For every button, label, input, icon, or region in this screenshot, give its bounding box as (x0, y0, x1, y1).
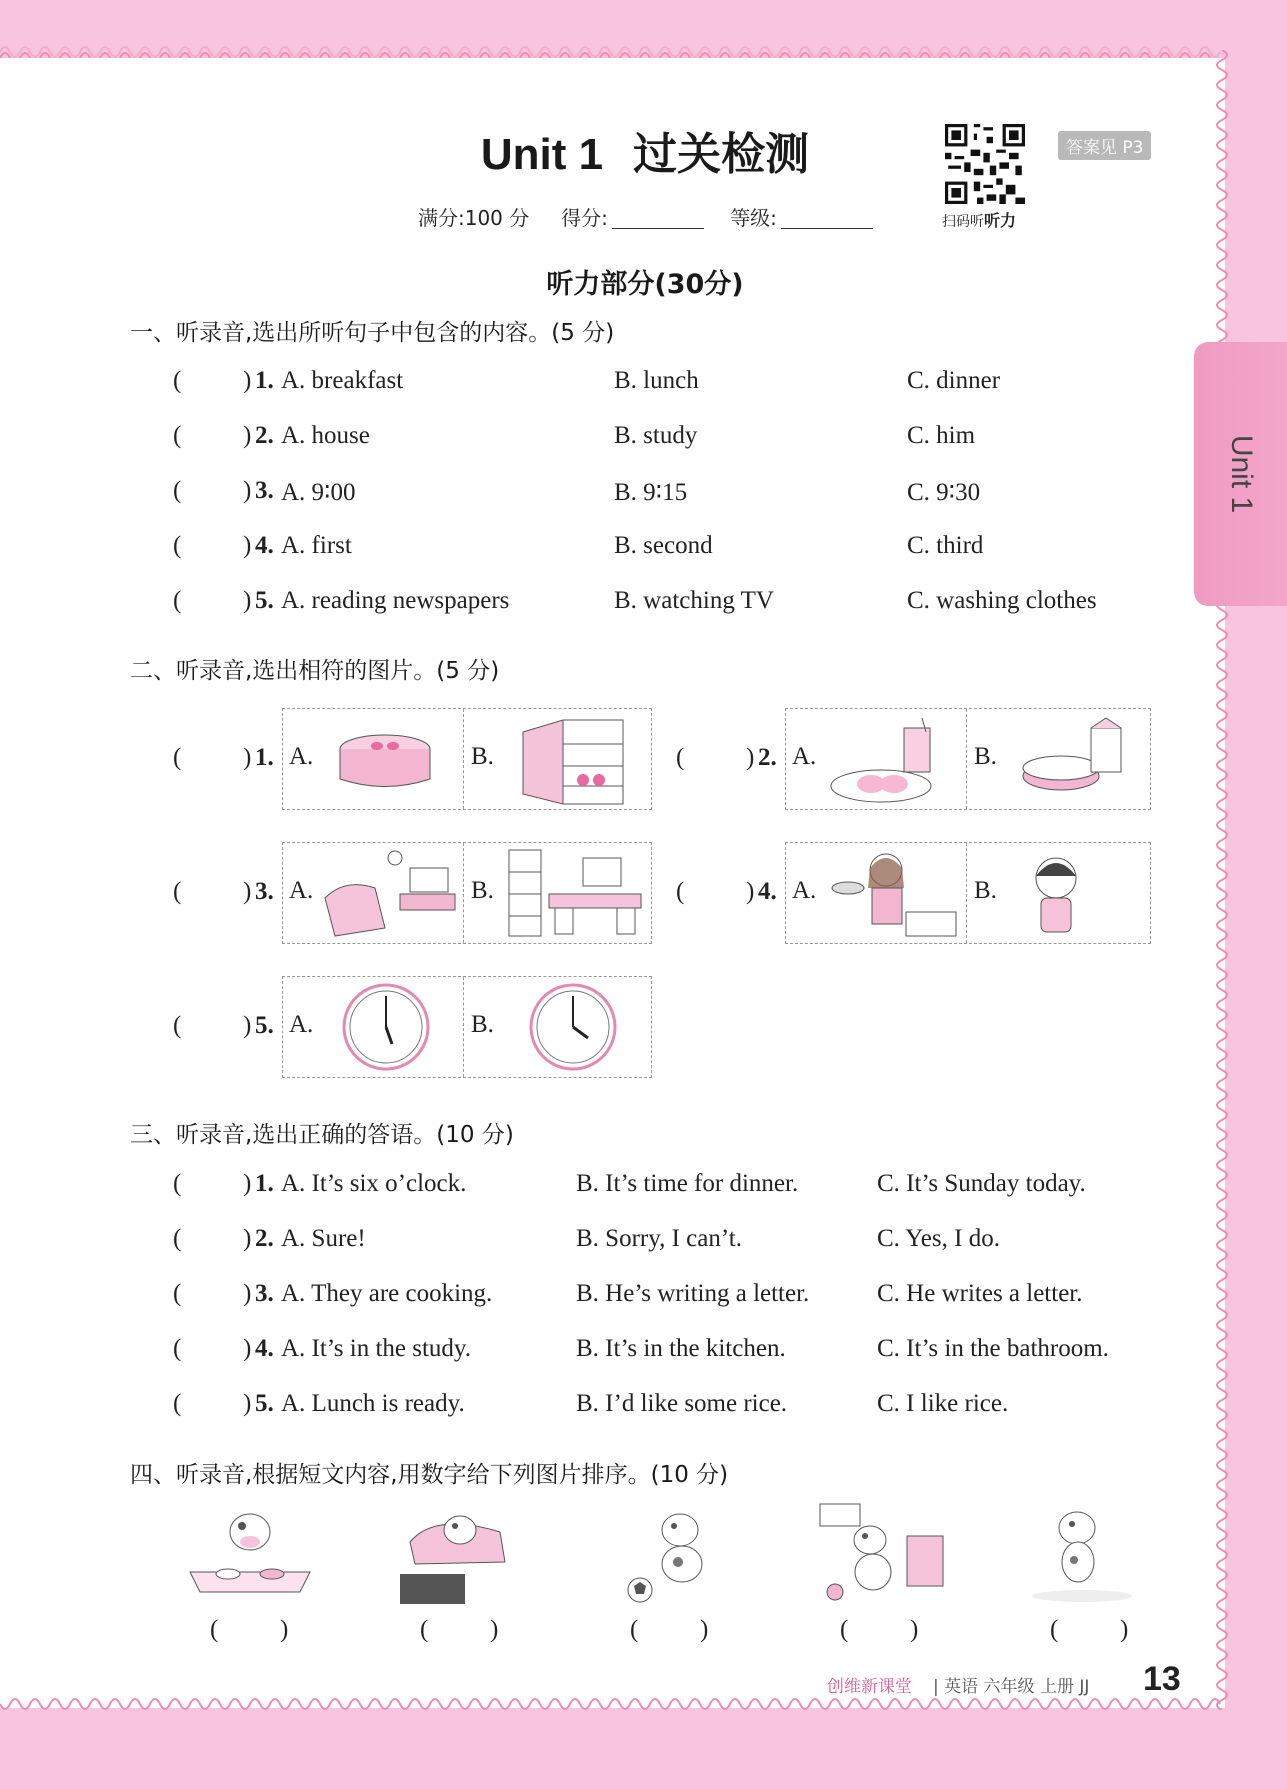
answer-paren-open[interactable]: ( (173, 1335, 182, 1362)
option-b: B. He’s writing a letter. (576, 1280, 810, 1307)
option-c: C. I like rice. (877, 1390, 1009, 1417)
answer-paren-close: ) (243, 1170, 252, 1197)
section4-heading: 四、听录音,根据短文内容,用数字给下列图片排序。(10 分) (130, 1462, 729, 1488)
option-a: A. first (281, 532, 352, 559)
question-number: 1. (255, 367, 274, 394)
picture-options (785, 842, 1151, 944)
cake-milk-icon (1011, 714, 1131, 806)
question-number: 5. (255, 1390, 274, 1417)
order-answer-paren-open[interactable]: ( (420, 1616, 429, 1643)
grade-label: 等级: (730, 206, 777, 230)
wavy-border-bottom (0, 1696, 1230, 1718)
study-room-icon (505, 848, 645, 940)
answer-paren-open[interactable]: ( (676, 878, 685, 905)
order-answer-paren-close: ) (1120, 1616, 1129, 1643)
question-number: 4. (255, 1335, 274, 1362)
option-divider (463, 843, 465, 943)
question-number: 5. (255, 1012, 274, 1039)
cow-watching-tv-icon (395, 1502, 525, 1607)
footer-brand: 创维新课堂 (827, 1677, 912, 1697)
order-answer-paren-close: ) (700, 1616, 709, 1643)
option-b: B. second (614, 532, 713, 559)
order-answer-paren-open[interactable]: ( (840, 1616, 849, 1643)
score-blank[interactable] (612, 208, 704, 229)
option-b: B. watching TV (614, 587, 774, 614)
option-a-label[interactable]: A. (289, 1011, 314, 1038)
answer-paren-close: ) (243, 1390, 252, 1417)
question-number: 2. (255, 422, 274, 449)
option-c: C. It’s Sunday today. (877, 1170, 1086, 1197)
option-b: B. 9∶15 (614, 479, 688, 506)
option-c: C. third (907, 532, 984, 559)
answer-paren-open[interactable]: ( (173, 1390, 182, 1417)
order-answer-paren-open[interactable]: ( (630, 1616, 639, 1643)
section3-heading: 三、听录音,选出正确的答语。(10 分) (130, 1122, 514, 1148)
answer-paren-open[interactable]: ( (173, 878, 182, 905)
option-c: C. him (907, 422, 976, 449)
answer-paren-close: ) (243, 587, 252, 614)
order-answer-paren-close: ) (910, 1616, 919, 1643)
option-b: B. study (614, 422, 698, 449)
answer-paren-open[interactable]: ( (173, 532, 182, 559)
option-b-label[interactable]: B. (974, 877, 997, 904)
answer-paren-open[interactable]: ( (173, 367, 182, 394)
option-b-label[interactable]: B. (471, 877, 494, 904)
answer-paren-open[interactable]: ( (676, 744, 685, 771)
cow-football-icon (620, 1502, 740, 1607)
qr-caption-bold: 听力 (984, 211, 1017, 230)
option-a-label[interactable]: A. (792, 743, 817, 770)
answer-paren-close: ) (243, 878, 252, 905)
option-a: A. Sure! (281, 1225, 366, 1252)
full-score: 满分:100 分 (418, 206, 530, 230)
option-a-label[interactable]: A. (289, 743, 314, 770)
listening-part-title: 听力部分(30分) (546, 269, 744, 300)
answer-paren-close: ) (746, 878, 755, 905)
option-a: A. They are cooking. (281, 1280, 493, 1307)
answer-paren-close: ) (243, 1225, 252, 1252)
question-number: 2. (255, 1225, 274, 1252)
option-a: A. It’s six o’clock. (281, 1170, 467, 1197)
clock-icon (341, 982, 431, 1072)
answer-paren-close: ) (243, 422, 252, 449)
option-b-label[interactable]: B. (471, 743, 494, 770)
question-number: 1. (255, 1170, 274, 1197)
eggs-juice-icon (826, 714, 956, 806)
question-number: 5. (255, 587, 274, 614)
picture-options (282, 842, 652, 944)
option-divider (463, 977, 465, 1077)
score-line (418, 202, 893, 231)
answer-paren-open[interactable]: ( (173, 477, 182, 504)
option-a: A. house (281, 422, 370, 449)
fridge-icon (513, 714, 633, 806)
option-divider (966, 843, 968, 943)
option-a-label[interactable]: A. (792, 877, 817, 904)
cow-cleaning-icon (815, 1500, 955, 1607)
question-number: 1. (255, 744, 274, 771)
answer-paren-close: ) (243, 532, 252, 559)
picture-options (282, 708, 652, 810)
option-a: A. It’s in the study. (281, 1335, 472, 1362)
option-b-label[interactable]: B. (471, 1011, 494, 1038)
option-a: A. 9∶00 (281, 479, 356, 506)
picture-options (282, 976, 652, 1078)
question-number: 4. (255, 532, 274, 559)
answer-paren-open[interactable]: ( (173, 1012, 182, 1039)
order-answer-paren-close: ) (490, 1616, 499, 1643)
qr-code-icon[interactable] (945, 124, 1025, 204)
question-number: 3. (255, 477, 274, 504)
answer-paren-close: ) (243, 1335, 252, 1362)
option-c: C. 9∶30 (907, 479, 981, 506)
unit-side-tab (1194, 342, 1287, 606)
page-number: 13 (1143, 1660, 1181, 1698)
question-number: 2. (758, 744, 777, 771)
order-answer-paren-open[interactable]: ( (1050, 1616, 1059, 1643)
qr-caption-pre: 扫码听 (942, 214, 984, 230)
answer-paren-close: ) (243, 477, 252, 504)
option-b-label[interactable]: B. (974, 743, 997, 770)
option-b: B. Sorry, I can’t. (576, 1225, 742, 1252)
question-number: 3. (255, 1280, 274, 1307)
cow-eating-icon (180, 1502, 320, 1607)
option-c: C. washing clothes (907, 587, 1097, 614)
qr-caption (942, 208, 1016, 231)
answer-paren-open[interactable]: ( (173, 744, 182, 771)
table-icon (335, 714, 435, 804)
option-divider (966, 709, 968, 809)
option-a: A. Lunch is ready. (281, 1390, 465, 1417)
score-label: 得分: (561, 206, 608, 230)
option-c: C. dinner (907, 367, 1001, 394)
answer-paren-open[interactable]: ( (173, 1170, 182, 1197)
answer-reference-badge: 答案见 P3 (1058, 131, 1151, 160)
order-answer-paren-close: ) (280, 1616, 289, 1643)
girl-thinking-icon (1021, 848, 1091, 940)
answer-paren-close: ) (243, 367, 252, 394)
clock-icon (528, 982, 618, 1072)
title-unit: Unit 1 (480, 130, 604, 179)
answer-paren-close: ) (243, 744, 252, 771)
answer-paren-close: ) (746, 744, 755, 771)
section2-heading: 二、听录音,选出相符的图片。(5 分) (130, 658, 500, 684)
answer-paren-close: ) (243, 1012, 252, 1039)
option-c: C. He writes a letter. (877, 1280, 1083, 1307)
option-a-label[interactable]: A. (289, 877, 314, 904)
woman-cooking-icon (826, 848, 961, 940)
living-room-icon (315, 848, 460, 940)
option-c: C. It’s in the bathroom. (877, 1335, 1109, 1362)
question-number: 4. (758, 878, 777, 905)
option-a: A. breakfast (281, 367, 404, 394)
option-b: B. It’s in the kitchen. (576, 1335, 786, 1362)
footer-book-info: | 英语 六年级 上册 JJ (933, 1677, 1090, 1697)
answer-paren-open[interactable]: ( (173, 587, 182, 614)
cow-dancing-icon (1022, 1502, 1152, 1607)
option-divider (463, 709, 465, 809)
side-tab-label: Unit 1 (1224, 434, 1258, 514)
answer-paren-open[interactable]: ( (173, 1225, 182, 1252)
question-number: 3. (255, 878, 274, 905)
section1-heading: 一、听录音,选出所听句子中包含的内容。(5 分) (130, 320, 615, 346)
option-c: C. Yes, I do. (877, 1225, 1000, 1252)
option-b: B. I’d like some rice. (576, 1390, 788, 1417)
answer-paren-open[interactable]: ( (173, 1280, 182, 1307)
answer-paren-open[interactable]: ( (173, 422, 182, 449)
title-text: 过关检测 (633, 130, 810, 179)
grade-blank[interactable] (781, 208, 873, 229)
option-a: A. reading newspapers (281, 587, 510, 614)
answer-paren-close: ) (243, 1280, 252, 1307)
order-answer-paren-open[interactable]: ( (210, 1616, 219, 1643)
option-b: B. It’s time for dinner. (576, 1170, 799, 1197)
picture-options (785, 708, 1151, 810)
option-b: B. lunch (614, 367, 699, 394)
